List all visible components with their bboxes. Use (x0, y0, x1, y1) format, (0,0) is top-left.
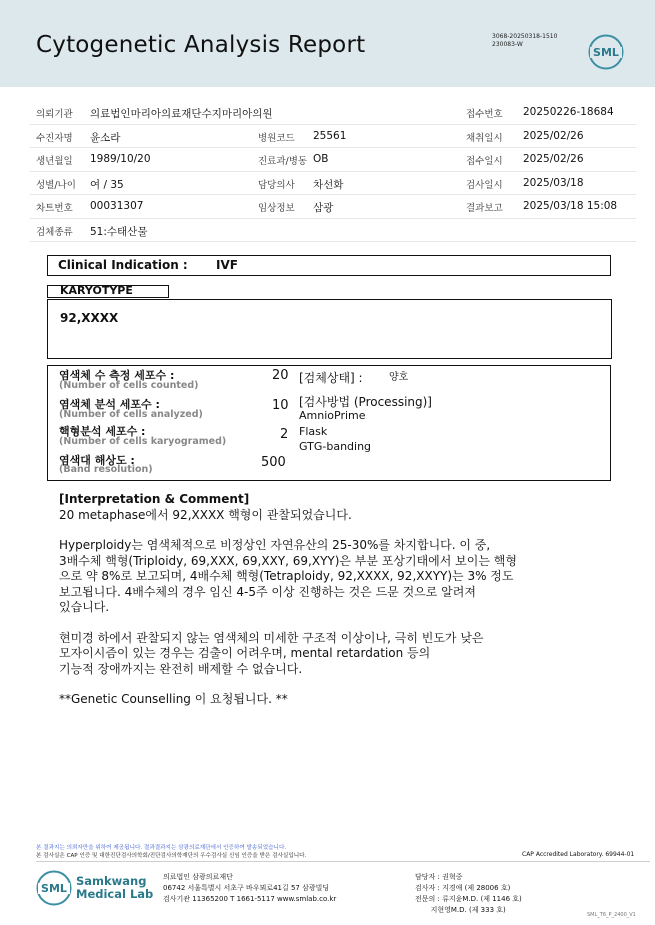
footer-notice: 본 결과지는 의뢰자만을 위하여 제공됩니다. 결과결과지는 삼광의료재단에서 인증하여 발송되었습니다. (36, 845, 287, 851)
clinical-info-value: 삼광 (313, 202, 334, 214)
specimen-status-label: [검체상태] : (299, 371, 363, 385)
footer-accreditation: 본 검사실은 CAP 인증 및 대한진단검사의학회/진단검사의학재단의 우수검사실 신임 인증을 받은 검사실입니다. (36, 853, 307, 859)
birthdate-value: 1989/10/20 (90, 153, 151, 165)
interpretation-line: Hyperploidy는 염색체적으로 비정상인 자연유산의 25-30%를 차지합니다. 이 중, (59, 538, 491, 552)
referral-value: 의료법인마리아의료재단수지마리아의원 (90, 108, 273, 120)
karyotype-box (47, 299, 612, 359)
clinical-info-label: 임상정보 (258, 203, 295, 214)
info-row (30, 172, 636, 196)
sex-age-label: 성별/나이 (36, 179, 76, 191)
sex-age-value: 여 / 35 (90, 178, 124, 191)
patient-name-label: 수진자명 (36, 132, 73, 144)
staff-line: 담당자 : 권혁중 (415, 873, 463, 881)
receipt-no-label: 접수번호 (466, 109, 503, 120)
test-date-label: 검사일시 (466, 179, 503, 191)
report-date-label: 결과보고 (466, 203, 503, 214)
interpretation-paragraph (59, 631, 539, 678)
info-row (30, 219, 636, 243)
staff-line: 검사자 : 지경애 (제 28006 호) (415, 884, 511, 892)
band-resolution-label: 염색대 해상도 : (59, 454, 135, 467)
report-code-line2: 230083-W (492, 41, 523, 48)
report-date-value: 2025/03/18 15:08 (523, 200, 618, 212)
info-row (30, 101, 636, 125)
processing-method-item: GTG-banding (299, 440, 372, 453)
footer-staff (415, 872, 522, 916)
address-line: 의료법인 삼광의료재단 (163, 873, 233, 881)
cells-counted-sub: (Number of cells counted) (59, 380, 199, 391)
staff-line: 지현영M.D. (제 333 호) (415, 906, 506, 914)
form-code: SML_T6_P_2400_V1 (587, 912, 636, 918)
brand-line2: Medical Lab (76, 887, 154, 901)
address-line: 06742 서울특별시 서초구 바우뫼로41길 57 삼광빌딩 (163, 884, 330, 892)
cells-karyogramed-label: 핵형분석 세포수 : (59, 425, 146, 438)
karyotype-tab: KARYOTYPE (47, 285, 169, 298)
chart-no-label: 차트번호 (36, 203, 73, 214)
doctor-label: 담당의사 (258, 179, 295, 191)
clinical-indication-box (47, 255, 611, 276)
hospital-code-label: 병원코드 (258, 132, 295, 144)
interpretation-line: 있습니다. (59, 600, 110, 614)
collection-date-label: 채취일시 (466, 132, 503, 144)
cap-accreditation: CAP Accredited Laboratory. 69944-01 (522, 851, 635, 858)
patient-info-table (30, 101, 636, 242)
birthdate-label: 생년월일 (36, 156, 73, 167)
karyotype-value: 92,XXXX (60, 311, 119, 325)
clinical-indication-value: IVF (216, 258, 238, 272)
patient-name-value: 윤소라 (90, 131, 121, 144)
cells-analyzed-value: 10 (272, 398, 289, 413)
info-row (30, 195, 636, 219)
footer-brand (76, 875, 153, 901)
interpretation-heading: [Interpretation & Comment] (59, 492, 250, 506)
received-date-label: 접수일시 (466, 156, 503, 167)
interpretation-line: 현미경 하에서 관찰되지 않는 염색체의 미세한 구조적 이상이나, 극히 빈도가 낮은 (59, 630, 484, 645)
cells-counted-label: 염색체 수 측정 세포수 : (59, 369, 175, 382)
address-line: 검사기관 11365200 T 1661-5117 www.smlab.co.kr (163, 895, 337, 903)
specimen-status-value: 양호 (389, 372, 409, 383)
collection-date-value: 2025/02/26 (523, 129, 584, 142)
processing-method-item: Flask (299, 425, 328, 438)
interpretation-line: 모자이시즘이 있는 경우는 검출이 어려우며, mental retardation 등의 (59, 646, 431, 660)
cells-karyogramed-value: 2 (280, 427, 289, 442)
sml-logo (588, 34, 624, 70)
cell-counts-box (47, 365, 611, 481)
department-value: OB (313, 153, 329, 165)
specimen-type-label: 검체종류 (36, 226, 73, 238)
chart-no-value: 00031307 (90, 200, 144, 212)
clinical-indication-label: Clinical Indication : (58, 258, 188, 272)
info-row (30, 125, 636, 149)
report-header (0, 0, 655, 87)
receipt-no-value: 20250226-18684 (523, 106, 614, 118)
brand-line1: Samkwang (76, 874, 147, 888)
interpretation-line: 으로 약 8%로 보고되며, 4배수체 핵형(Tetraploidy, 92,XXXX, 92,XXYY)는 3% 정도 (59, 569, 514, 583)
interpretation-section (59, 492, 539, 708)
interpretation-line: 보고됩니다. 4배수체의 경우 임신 4-5주 이상 진행하는 것은 드문 것으로 알려져 (59, 584, 476, 599)
report-code (492, 33, 557, 49)
sml-footer-logo (36, 870, 72, 906)
interpretation-line: 3배수체 핵형(Triploidy, 69,XXX, 69,XXY, 69,XYY)은 부분 포상기태에서 보이는 핵형 (59, 553, 517, 568)
report-code-line1: 3068-20250318-1510 (492, 33, 558, 40)
footer-divider (36, 861, 650, 862)
specimen-type-value: 51:수태산물 (90, 225, 148, 238)
doctor-value: 차선화 (313, 178, 344, 191)
interpretation-paragraph (59, 538, 539, 616)
report-title: Cytogenetic Analysis Report (36, 32, 366, 58)
staff-line: 전문의 : 류지윤M.D. (제 1146 호) (415, 895, 522, 903)
footer-address (163, 872, 336, 905)
processing-method-item: AmnioPrime (299, 409, 366, 422)
cells-analyzed-label: 염색체 분석 세포수 : (59, 398, 160, 411)
svg-text:SML: SML (593, 46, 619, 59)
info-row (30, 148, 636, 172)
band-resolution-value: 500 (261, 455, 286, 470)
hospital-code-value: 25561 (313, 129, 347, 142)
cells-karyogramed-sub: (Number of cells karyogramed) (59, 436, 227, 447)
interpretation-line: 20 metaphase에서 92,XXXX 핵형이 관찰되었습니다. (59, 507, 352, 522)
referral-label: 의뢰기관 (36, 109, 73, 120)
processing-method-label: [검사방법 (Processing)] (299, 395, 432, 409)
cells-counted-value: 20 (272, 368, 289, 383)
interpretation-line: 기능적 장애까지는 완전히 배제할 수 없습니다. (59, 661, 303, 676)
counselling-note: **Genetic Counselling 이 요청됩니다. ** (59, 692, 288, 706)
svg-text:SML: SML (41, 882, 67, 895)
cells-analyzed-sub: (Number of cells analyzed) (59, 409, 203, 420)
received-date-value: 2025/02/26 (523, 153, 584, 165)
band-resolution-sub: (Band resolution) (59, 464, 153, 475)
test-date-value: 2025/03/18 (523, 176, 584, 189)
department-label: 진료과/병동 (258, 156, 308, 167)
